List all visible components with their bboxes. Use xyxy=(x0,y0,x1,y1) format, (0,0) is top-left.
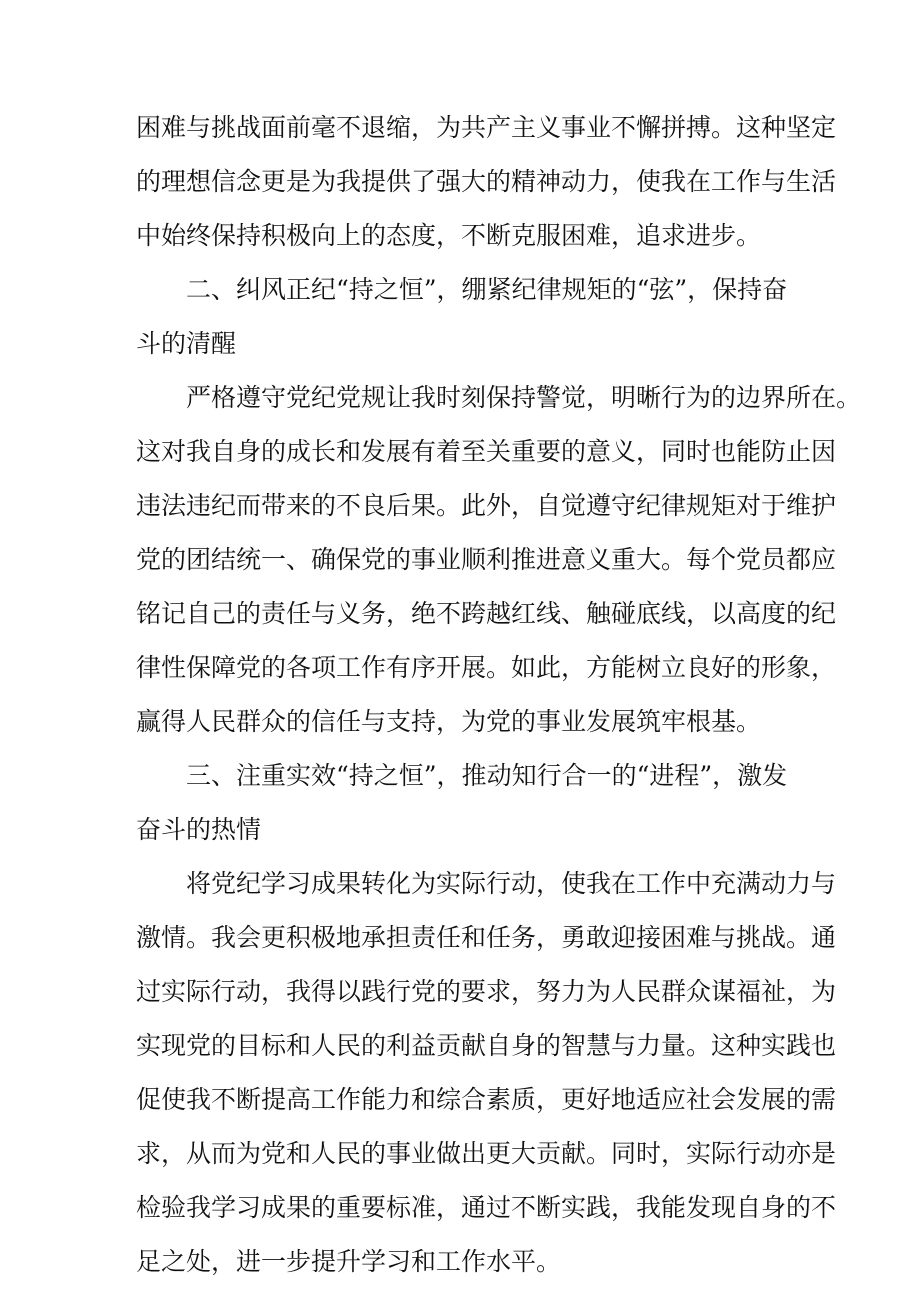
paragraph-2 xyxy=(136,371,862,749)
heading-line: 三、注重实效“持之恒”，推动知行合一的“进程”，激发 xyxy=(186,761,788,790)
text-line: 检验我学习成果的重要标准，通过不断实践，我能发现自身的不 xyxy=(136,1193,837,1222)
section-heading-3 xyxy=(136,749,786,857)
heading-line: 奋斗的热情 xyxy=(136,815,262,844)
heading-line: 二、纠风正纪“持之恒”，绷紧纪律规矩的“弦”，保持奋 xyxy=(186,275,788,304)
text-line: 这对我自身的成长和发展有着至关重要的意义，同时也能防止因 xyxy=(136,437,837,466)
text-line: 过实际行动，我得以践行党的要求，努力为人民群众谋福祉，为 xyxy=(136,977,837,1006)
document-body xyxy=(136,101,862,1289)
text-line: 严格遵守党纪党规让我时刻保持警觉，明晰行为的边界所在。 xyxy=(186,383,862,412)
text-line: 的理想信念更是为我提供了强大的精神动力，使我在工作与生活 xyxy=(136,167,837,196)
text-line: 违法违纪而带来的不良后果。此外，自觉遵守纪律规矩对于维护 xyxy=(136,491,837,520)
heading-line: 斗的清醒 xyxy=(136,329,237,358)
section-heading-2 xyxy=(136,263,786,371)
text-line: 将党纪学习成果转化为实际行动，使我在工作中充满动力与 xyxy=(186,869,837,898)
text-line: 足之处，进一步提升学习和工作水平。 xyxy=(136,1247,562,1276)
text-line: 求，从而为党和人民的事业做出更大贡献。同时，实际行动亦是 xyxy=(136,1139,837,1168)
text-line: 党的团结统一、确保党的事业顺利推进意义重大。每个党员都应 xyxy=(136,545,837,574)
paragraph-3 xyxy=(136,857,837,1289)
text-line: 激情。我会更积极地承担责任和任务，勇敢迎接困难与挑战。通 xyxy=(136,923,837,952)
text-line: 促使我不断提高工作能力和综合素质，更好地适应社会发展的需 xyxy=(136,1085,837,1114)
paragraph-1-continued xyxy=(136,101,837,263)
text-line: 中始终保持积极向上的态度，不断克服困难，追求进步。 xyxy=(136,221,762,250)
text-line: 铭记自己的责任与义务，绝不跨越红线、触碰底线，以高度的纪 xyxy=(136,599,837,628)
text-line: 赢得人民群众的信任与支持，为党的事业发展筑牢根基。 xyxy=(136,707,762,736)
text-line: 困难与挑战面前毫不退缩，为共产主义事业不懈拼搏。这种坚定 xyxy=(136,113,837,142)
text-line: 律性保障党的各项工作有序开展。如此，方能树立良好的形象， xyxy=(136,653,837,682)
text-line: 实现党的目标和人民的利益贡献自身的智慧与力量。这种实践也 xyxy=(136,1031,837,1060)
